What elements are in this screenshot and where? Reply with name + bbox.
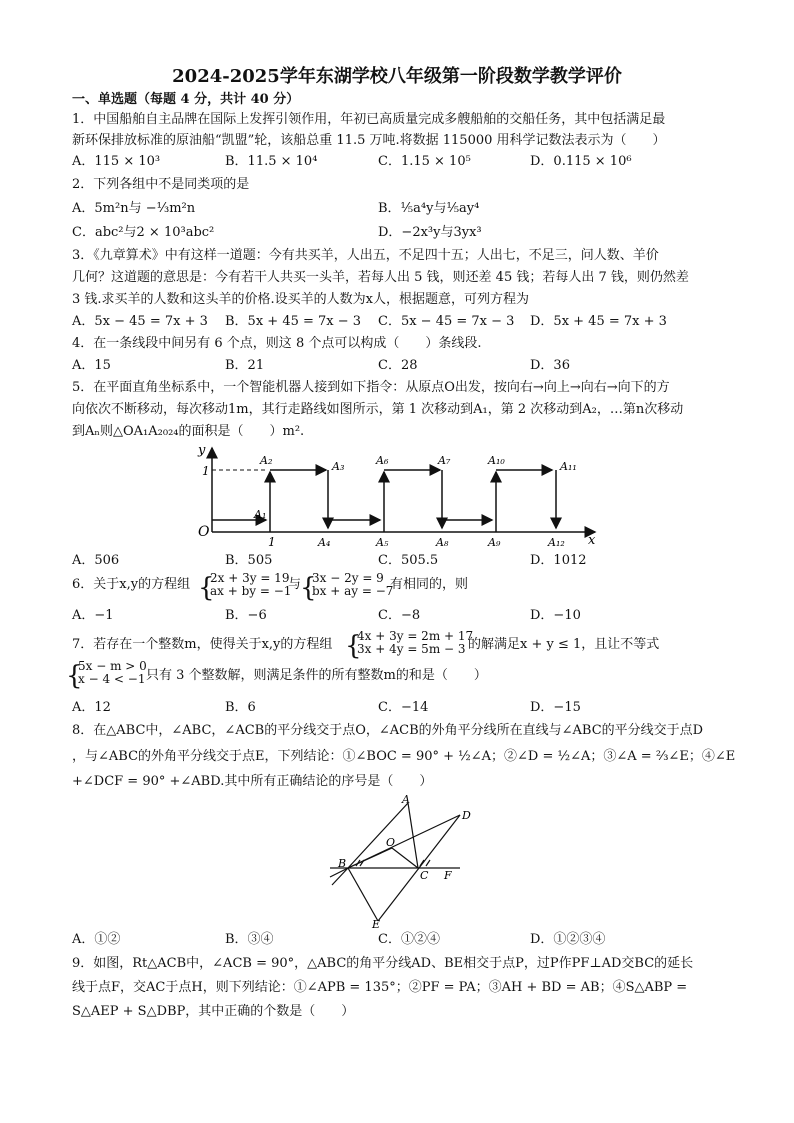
svg-text:A₆: A₆: [376, 454, 389, 467]
q3-line3: 3 钱.求买羊的人数和这头羊的价格.设买羊的人数为x人，根据题意，可列方程为: [72, 292, 529, 307]
q7-brace-1: {: [345, 631, 362, 661]
q2-option-c: C．abc²与2 × 10³abc²: [72, 225, 215, 240]
svg-text:D: D: [462, 809, 471, 822]
q3-line1: 3．《九章算术》中有这样一道题：今有共买羊，人出五，不足四十五；人出七，不足三，问人数、羊价: [72, 248, 659, 263]
q9-line3: S△AEP + S△DBP，其中正确的个数是（ ）: [72, 1004, 355, 1019]
q7-inequality-1: 5x − m > 0: [78, 659, 147, 673]
q2-line1: 2．下列各组中不是同类项的是: [72, 177, 250, 192]
svg-text:A₁₁: A₁₁: [560, 460, 577, 473]
q8-option-b: B．③④: [225, 932, 274, 947]
svg-text:A₁₀: A₁₀: [488, 454, 505, 467]
svg-text:A₈: A₈: [436, 536, 449, 549]
q2-option-a: A．5m²n与 −⅓m²n: [72, 201, 196, 216]
q7-option-b: B．6: [225, 700, 256, 715]
section-heading: 一、单选题（每题 4 分，共计 40 分）: [72, 92, 300, 107]
q6-brace-2: {: [300, 573, 317, 603]
q4-line1: 4．在一条线段中间另有 6 个点，则这 8 个点可以构成（ ）条线段.: [72, 336, 482, 351]
q4-option-b: B．21: [225, 358, 265, 373]
svg-text:A₃: A₃: [332, 460, 345, 473]
q1-option-b: B．11.5 × 10⁴: [225, 154, 318, 169]
q6-option-b: B．−6: [225, 608, 267, 623]
svg-text:x: x: [588, 533, 596, 548]
svg-text:A₄: A₄: [318, 536, 331, 549]
svg-text:B: B: [338, 857, 347, 870]
q4-option-c: C．28: [378, 358, 418, 373]
q7-stem-middle: 的解满足x + y ≤ 1，且让不等式: [468, 637, 660, 652]
q8-line1: 8．在△ABC中，∠ABC，∠ACB的平分线交于点O，∠ACB的外角平分线所在直线与∠ABC的平分线交于点D: [72, 723, 704, 738]
q6-option-a: A．−1: [72, 608, 114, 623]
svg-text:A₉: A₉: [488, 536, 501, 549]
q1-option-d: D．0.115 × 10⁶: [530, 154, 632, 169]
q5-option-d: D．1012: [530, 553, 587, 568]
q6-option-c: C．−8: [378, 608, 421, 623]
q7-system-eq2: 3x + 4y = 5m − 3: [357, 642, 466, 656]
q6-system1-eq2: ax + by = −1: [210, 584, 292, 598]
q7-stem-start: 7．若存在一个整数m，使得关于x,y的方程组: [72, 637, 333, 652]
svg-text:O: O: [386, 836, 396, 849]
q5-line2: 向依次不断移动，每次移动1m，其行走路线如图所示，第 1 次移动到A₁，第 2 次移动到A₂，…第n次移动: [72, 402, 684, 417]
q8-option-a: A．①②: [72, 932, 121, 947]
q1-line2: 新环保排放标准的原油船“凯盟”轮，该船总重 11.5 万吨.将数据 115000 用科学记数法表示为（ ）: [72, 133, 666, 148]
q8-line2: ，与∠ABC的外角平分线交于点E，下列结论：①∠BOC = 90° + ½∠A；②∠D = ½∠A；③∠A = ⅔∠E；④∠E: [72, 749, 736, 764]
svg-text:A₁₂: A₁₂: [548, 536, 565, 549]
svg-text:C: C: [420, 869, 429, 882]
q1-line1: 1．中国船舶自主品牌在国际上发挥引领作用，年初已高质量完成多艘船舶的交船任务，其中包括满足最: [72, 112, 666, 127]
q3-option-a: A．5x − 45 = 7x + 3: [72, 314, 208, 329]
q8-line3: +∠DCF = 90° +∠ABD.其中所有正确结论的序号是（ ）: [72, 774, 433, 789]
q5-option-a: A．506: [72, 553, 120, 568]
q8-figure: [320, 793, 500, 930]
q9-line2: 线于点F，交AC于点H，则下列结论：①∠APB = 135°；②PF = PA；③AH + BD = AB；④S△ABP =: [72, 980, 688, 995]
q7-brace-2: {: [66, 661, 83, 691]
svg-text:A: A: [402, 793, 410, 806]
q3-line2: 几何？这道题的意思是：今有若干人共买一头羊，若每人出 5 钱，则还差 45 钱；若每人出 7 钱，则仍然差: [72, 270, 689, 285]
q6-brace-1: {: [198, 573, 215, 603]
q6-system2-eq2: bx + ay = −7: [312, 584, 394, 598]
svg-text:A₅: A₅: [376, 536, 389, 549]
svg-text:A₁: A₁: [254, 508, 267, 521]
q8-option-d: D．①②③④: [530, 932, 606, 947]
q4-option-d: D．36: [530, 358, 570, 373]
svg-text:A₂: A₂: [260, 454, 273, 467]
q6-stem-end: 有相同的，则: [390, 577, 469, 592]
q3-option-b: B．5x + 45 = 7x − 3: [225, 314, 362, 329]
svg-text:1: 1: [268, 535, 276, 549]
svg-text:A₇: A₇: [438, 454, 451, 467]
svg-text:y: y: [198, 443, 206, 458]
q6-system2-eq1: 3x − 2y = 9: [312, 571, 384, 585]
page-title: 2024-2025学年东湖学校八年级第一阶段数学教学评价: [172, 66, 622, 87]
q1-option-c: C．1.15 × 10⁵: [378, 154, 471, 169]
q3-option-c: C．5x − 45 = 7x − 3: [378, 314, 515, 329]
q7-system-eq1: 4x + 3y = 2m + 17: [357, 629, 474, 643]
q2-option-b: B．⅕a⁴y与⅕ay⁴: [378, 201, 480, 216]
q2-option-d: D．−2x³y与3yx³: [378, 225, 482, 240]
q7-inequality-2: x − 4 < −1: [78, 672, 146, 686]
q7-option-a: A．12: [72, 700, 111, 715]
q5-option-b: B．505: [225, 553, 273, 568]
q1-option-a: A．115 × 10³: [72, 154, 161, 169]
q6-system1-eq1: 2x + 3y = 19: [210, 571, 290, 585]
svg-text:O: O: [198, 524, 210, 540]
q5-line3: 到Aₙ则△OA₁A₂₀₂₄的面积是（ ）m².: [72, 424, 305, 439]
q4-option-a: A．15: [72, 358, 111, 373]
q8-option-c: C．①②④: [378, 932, 440, 947]
q5-figure: [190, 440, 610, 550]
svg-text:F: F: [444, 869, 452, 882]
q9-line1: 9．如图，Rt△ACB中，∠ACB = 90°，△ABC的角平分线AD、BE相交于点P，过P作PF⊥AD交BC的延长: [72, 956, 694, 971]
q3-option-d: D．5x + 45 = 7x + 3: [530, 314, 667, 329]
q7-option-d: D．−15: [530, 700, 581, 715]
q6-connector: 与: [288, 577, 302, 592]
q6-stem-start: 6．关于x,y的方程组: [72, 577, 191, 592]
svg-text:1: 1: [202, 464, 210, 478]
q7-stem-end: 只有 3 个整数解，则满足条件的所有整数m的和是（ ）: [146, 668, 487, 683]
q5-option-c: C．505.5: [378, 553, 439, 568]
q7-option-c: C．−14: [378, 700, 429, 715]
q5-line1: 5．在平面直角坐标系中，一个智能机器人接到如下指令：从原点O出发，按向右→向上→向右→向下的方: [72, 380, 670, 395]
q6-option-d: D．−10: [530, 608, 581, 623]
svg-text:E: E: [372, 918, 381, 930]
